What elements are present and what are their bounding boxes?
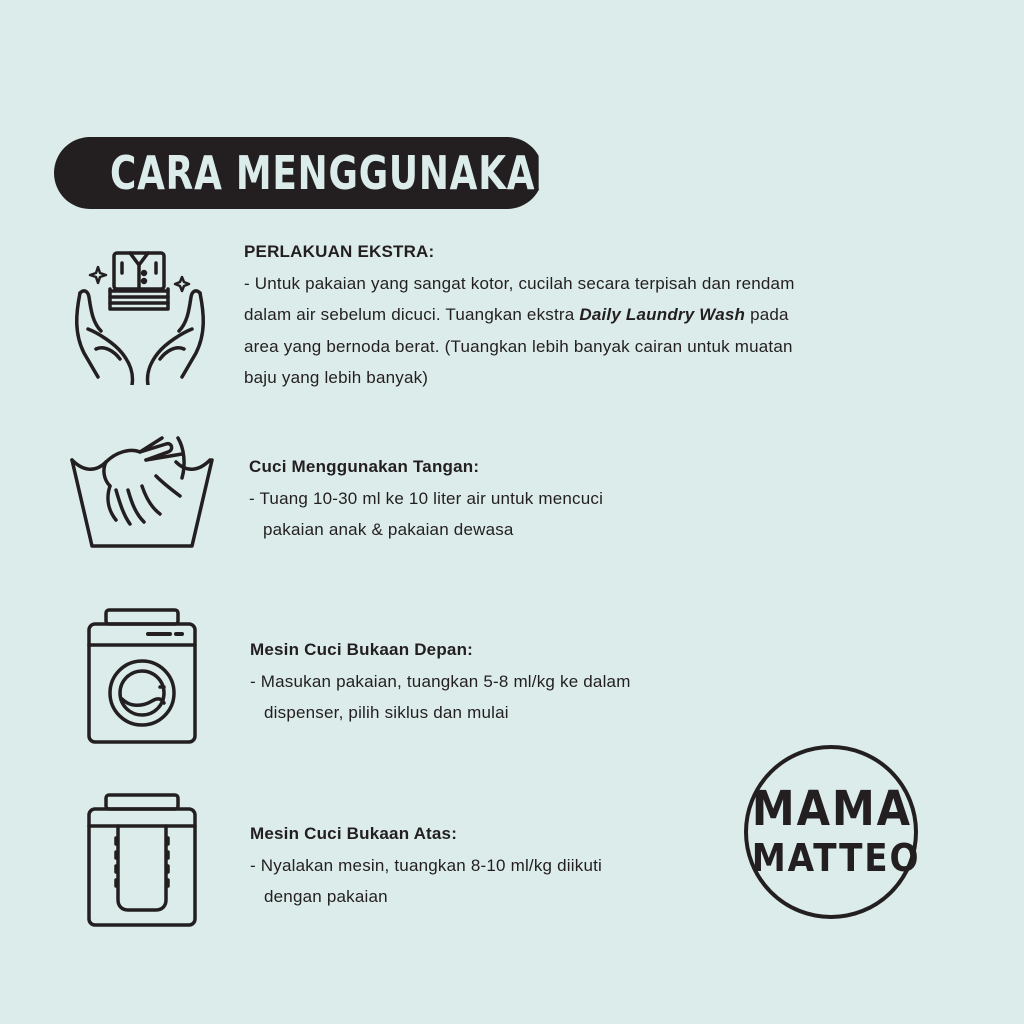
step-line: - Nyalakan mesin, tuangkan 8-10 ml/kg diikuti [250, 855, 602, 875]
page-title: CARA MENGGUNAKAN [110, 146, 567, 200]
step-heading: PERLAKUAN EKSTRA: [244, 242, 435, 261]
top-load-washer-icon [86, 792, 198, 928]
mama-matteo-logo [743, 744, 919, 920]
step-heading: Cuci Menggunakan Tangan: [249, 457, 480, 476]
logo-word-mama: MAMA [751, 781, 912, 837]
step-line: - Tuang 10-30 ml ke 10 liter air untuk mencuci [249, 488, 604, 508]
step-extra-treatment [244, 236, 795, 394]
logo-word-matteo: MATTEO [751, 836, 921, 880]
step-line-text: pada [750, 305, 789, 324]
step-line: dengan pakaian [264, 887, 388, 906]
step-line: dispenser, pilih siklus dan mulai [264, 703, 509, 722]
step-line: - Untuk pakaian yang sangat kotor, cucilah secara terpisah dan rendam [244, 273, 795, 293]
step-line: - Masukan pakaian, tuangkan 5-8 ml/kg ke dalam [250, 671, 631, 691]
step-line-text: dalam air sebelum dicuci. Tuangkan ekstra [244, 305, 575, 324]
title-banner [54, 137, 567, 209]
step-top-load [250, 818, 602, 913]
step-line: baju yang lebih banyak) [244, 368, 429, 387]
step-heading: Mesin Cuci Bukaan Atas: [250, 824, 458, 843]
product-name: Daily Laundry Wash [579, 305, 746, 324]
hand-wash-basin-icon [66, 430, 216, 554]
step-heading: Mesin Cuci Bukaan Depan: [250, 640, 474, 659]
step-front-load [250, 634, 631, 729]
step-line [244, 299, 795, 331]
hands-holding-clothes-icon [70, 245, 210, 385]
front-load-washer-icon [86, 607, 198, 745]
step-line: area yang bernoda berat. (Tuangkan lebih banyak cairan untuk muatan [244, 336, 793, 356]
step-line: pakaian anak & pakaian dewasa [263, 520, 514, 539]
step-hand-wash [249, 451, 603, 546]
